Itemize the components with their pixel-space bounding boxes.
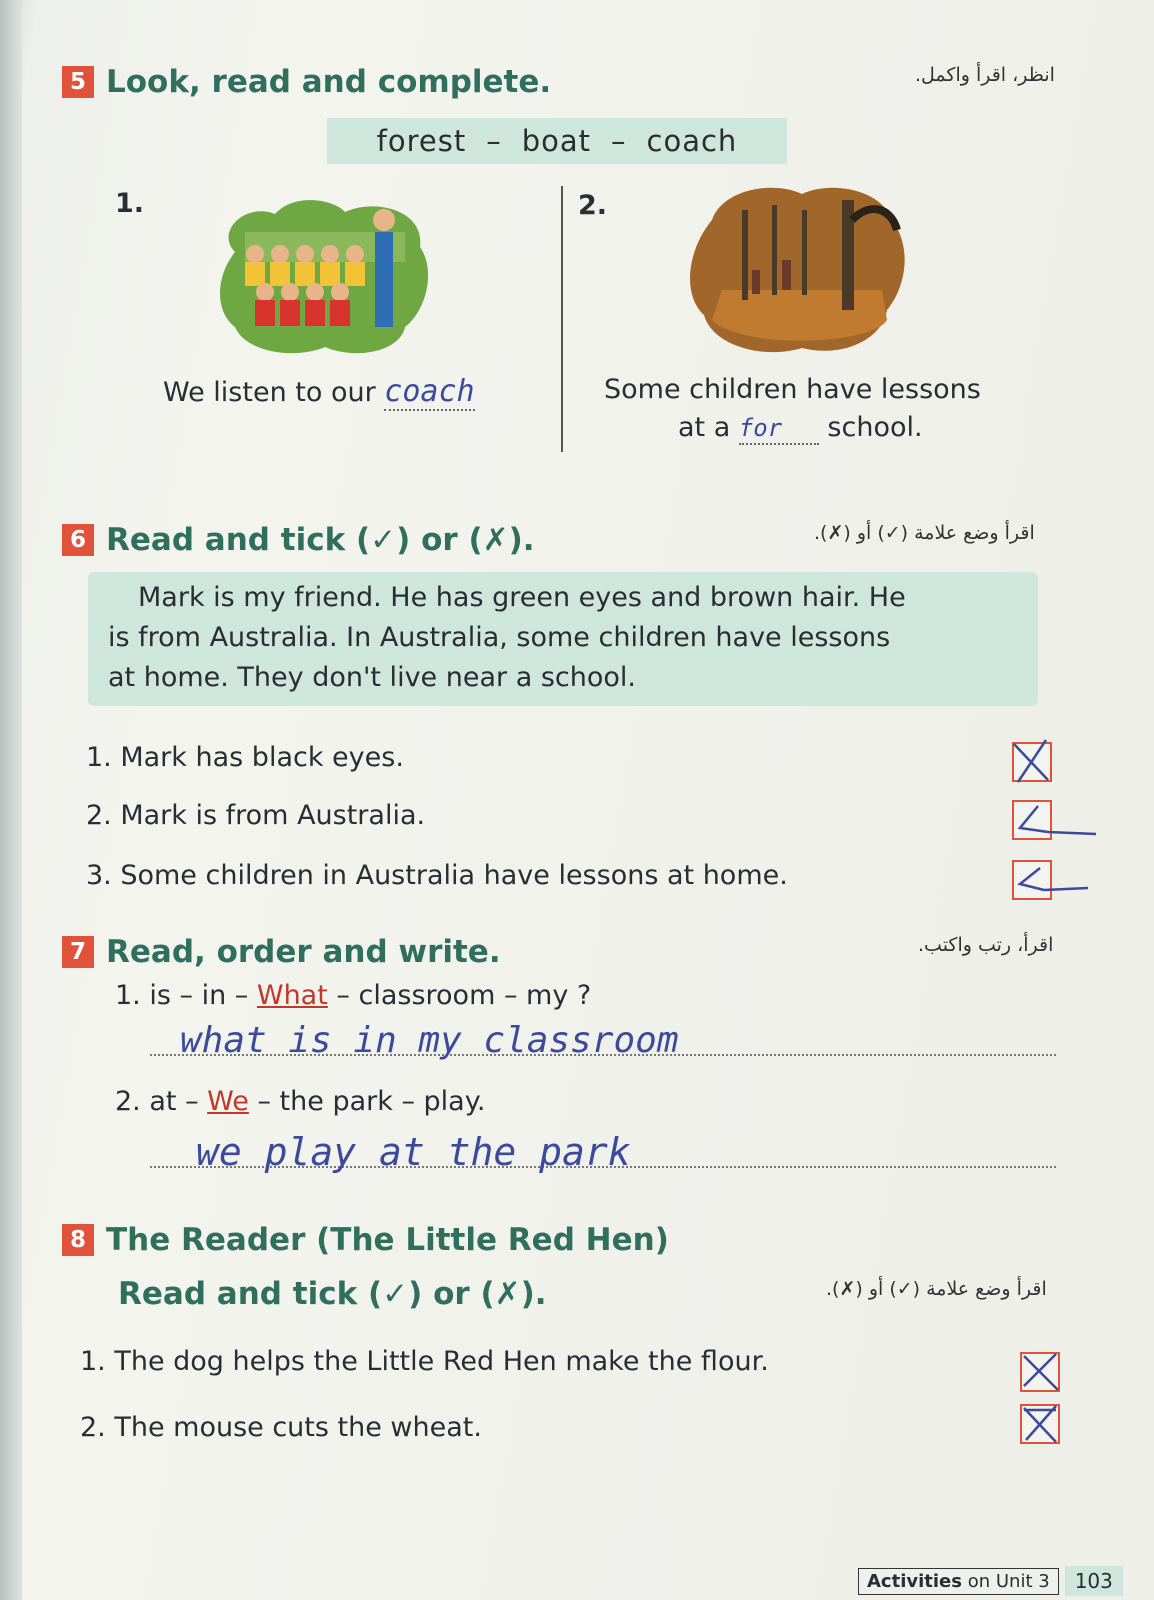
team-coach-picture — [215, 192, 437, 360]
footer-label-rest: on Unit 3 — [967, 1570, 1050, 1592]
ex5-item-2-line1: Some children have lessons — [604, 374, 981, 405]
ex8-statement-2: 2. The mouse cuts the wheat. — [80, 1412, 482, 1443]
ex7-item-2-words-before: at – — [149, 1086, 208, 1117]
ex5-item-2-blank[interactable] — [739, 412, 819, 445]
ex5-item-2-number: 2. — [578, 190, 608, 221]
ex8-tickbox-1[interactable] — [1020, 1352, 1060, 1392]
page-footer — [858, 1566, 1123, 1596]
exercise-5-arabic: انظر، اقرأ واكمل. — [915, 64, 1055, 86]
ex5-item-2-line2 — [678, 412, 923, 445]
ex5-item-1-answer: coach — [384, 374, 475, 409]
ex6-tickbox-1[interactable] — [1012, 742, 1052, 782]
ex7-answer-1: what is in my classroom — [180, 1020, 679, 1061]
ex7-item-1-words — [115, 980, 591, 1011]
ex6-statement-2: 2. Mark is from Australia. — [86, 800, 426, 831]
exercise-6-number: 6 — [62, 524, 94, 556]
exercise-7-number: 7 — [62, 936, 94, 968]
ex7-item-1-capital-word: What — [256, 980, 328, 1011]
exercise-6-arabic: اقرأ وضع علامة (✓) أو (✗). — [814, 522, 1035, 544]
ex7-item-1-number: 1. — [115, 980, 141, 1011]
ex7-answer-2: we play at the park — [196, 1130, 631, 1174]
forest-picture — [682, 180, 912, 360]
ex7-item-2-words-after: – the park – play. — [248, 1086, 486, 1117]
ex7-item-2-number: 2. — [115, 1086, 141, 1117]
ex5-item-1-text: We listen to our — [163, 377, 385, 408]
reading-passage — [88, 572, 1038, 706]
exercise-5-number: 5 — [62, 66, 94, 98]
passage-line: Mark is my friend. He has green eyes and brown hair. He — [138, 582, 906, 613]
ex8-tickbox-2[interactable] — [1020, 1404, 1060, 1444]
exercise-6-heading — [62, 522, 535, 558]
ex7-item-1-words-after: – classroom – my ? — [327, 980, 592, 1011]
exercise-7-heading — [62, 934, 501, 970]
column-divider — [561, 186, 563, 452]
exercise-8-number: 8 — [62, 1224, 94, 1256]
cross-mark-icon — [1008, 736, 1054, 784]
page-number: 103 — [1065, 1566, 1123, 1596]
ex5-item-1-sentence — [163, 374, 475, 411]
exercise-8-arabic: اقرأ وضع علامة (✓) أو (✗). — [826, 1278, 1047, 1300]
ex5-item-1-blank[interactable] — [384, 374, 474, 411]
footer-label — [858, 1568, 1059, 1595]
ex6-statement-1: 1. Mark has black eyes. — [86, 742, 404, 773]
exercise-7-arabic: اقرأ، رتب واكتب. — [918, 934, 1054, 956]
passage-line: at home. They don't live near a school. — [108, 662, 636, 693]
word-bank-word: forest — [376, 124, 467, 158]
exercise-8-title: The Reader (The Little Red Hen) — [106, 1222, 669, 1258]
exercise-5-title: Look, read and complete. — [106, 64, 552, 100]
ex6-tickbox-3[interactable] — [1012, 860, 1052, 900]
word-bank-word: boat — [521, 124, 592, 158]
exercise-5-heading — [62, 64, 551, 100]
cross-mark-icon — [1016, 1346, 1062, 1394]
ex5-item-2-text: at a — [678, 412, 739, 443]
word-bank-word: coach — [646, 124, 738, 158]
cross-mark-icon — [1016, 1398, 1062, 1446]
ex5-item-1-number: 1. — [115, 188, 145, 219]
word-bank-separator: – — [486, 124, 502, 158]
passage-line: is from Australia. In Australia, some children have lessons — [108, 622, 891, 653]
ex7-item-2-capital-word: We — [207, 1086, 249, 1117]
word-bank-separator: – — [611, 124, 627, 158]
ex5-item-2-answer: for — [738, 414, 783, 442]
book-spine — [0, 0, 22, 1600]
ex6-statement-3: 3. Some children in Australia have lessons at home. — [86, 860, 788, 891]
tick-mark-icon — [1008, 854, 1088, 902]
exercise-6-title: Read and tick (✓) or (✗). — [106, 522, 535, 558]
ex7-item-1-words-before: is – in – — [149, 980, 257, 1011]
ex6-tickbox-2[interactable] — [1012, 800, 1052, 840]
ex5-item-2-text-after: school. — [818, 412, 923, 443]
ex8-statement-1: 1. The dog helps the Little Red Hen make the flour. — [80, 1346, 769, 1377]
tick-mark-icon — [1008, 794, 1088, 842]
footer-label-bold: Activities — [867, 1570, 962, 1592]
word-bank — [327, 118, 787, 164]
exercise-7-title: Read, order and write. — [106, 934, 501, 970]
exercise-8-subtitle: Read and tick (✓) or (✗). — [118, 1276, 547, 1312]
ex7-item-2-words — [115, 1086, 485, 1117]
exercise-8-heading — [62, 1222, 669, 1258]
